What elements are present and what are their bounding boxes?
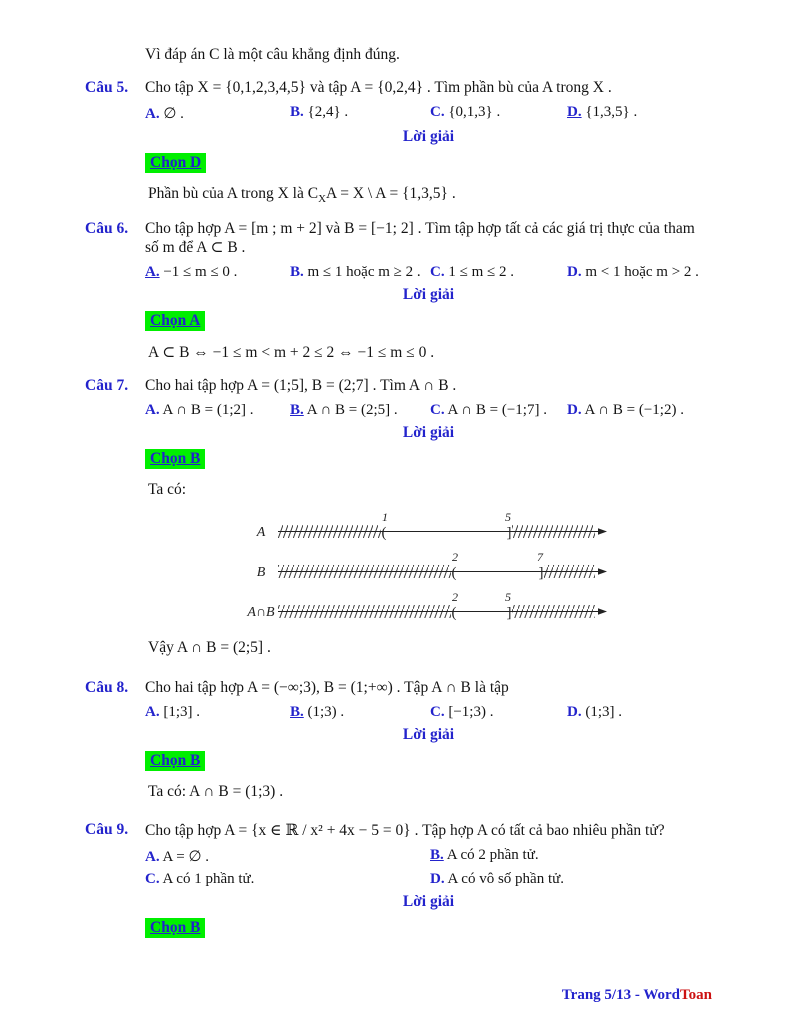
option-text: {0,1,3} . xyxy=(448,104,501,120)
option-c xyxy=(430,264,567,281)
intro-line: Vì đáp án C là một câu khẳng định đúng. xyxy=(145,46,400,63)
option-letter: A. xyxy=(145,402,160,419)
option-text: (1;3] . xyxy=(585,704,623,721)
option-d xyxy=(567,104,712,123)
option-a xyxy=(145,264,290,281)
option-b xyxy=(430,847,712,866)
option-letter: C. xyxy=(430,264,445,281)
option-b xyxy=(290,264,430,281)
options-row xyxy=(145,104,712,123)
option-text: A ∩ B = (−1;2) . xyxy=(584,402,684,419)
footer-page-number: Trang 5/13 - xyxy=(561,987,644,1003)
diagram-row-b xyxy=(256,550,606,581)
option-letter: A. xyxy=(145,704,160,721)
number-line-diagram xyxy=(243,511,615,627)
option-text: A có 2 phần tử. xyxy=(446,847,539,864)
solution-text: Ta có: A ∩ B = (1;3) . xyxy=(148,783,284,801)
chosen-answer-row xyxy=(145,153,712,173)
question-label: Câu 5. xyxy=(85,79,129,96)
option-text: m ≤ 1 hoặc m ≥ 2 . xyxy=(307,264,421,281)
footer-brand-word: Word xyxy=(643,987,681,1003)
option-d xyxy=(567,704,712,721)
option-c xyxy=(430,104,567,123)
option-c xyxy=(145,871,430,888)
svg-text:B: B xyxy=(256,565,265,581)
svg-text:(: ( xyxy=(451,565,456,582)
option-a xyxy=(145,704,290,721)
option-text: A có 1 phần tử. xyxy=(162,871,255,888)
question-label: Câu 9. xyxy=(85,821,129,839)
chosen-answer-row xyxy=(145,918,712,938)
page-footer xyxy=(562,987,712,1004)
option-a xyxy=(145,402,290,419)
diagram-row-a-intersect-b xyxy=(246,590,607,621)
svg-text:(: ( xyxy=(451,605,456,622)
option-d xyxy=(567,264,712,281)
question-label: Câu 7. xyxy=(85,377,129,395)
question-label: Câu 6. xyxy=(85,220,129,238)
option-letter: C. xyxy=(145,871,160,888)
chosen-answer-row xyxy=(145,751,712,771)
solution-part: Phần bù của A trong X là C xyxy=(148,185,319,202)
svg-text:]: ] xyxy=(506,525,511,542)
svg-text:2: 2 xyxy=(451,590,458,605)
svg-text:]: ] xyxy=(506,605,511,622)
option-letter: D. xyxy=(567,264,582,281)
option-text: A ∩ B = (2;5] . xyxy=(306,402,398,419)
options-row xyxy=(145,264,712,281)
loi-giai-heading: Lời giải xyxy=(402,424,455,442)
option-letter-correct: A. xyxy=(145,264,160,281)
svg-text:A: A xyxy=(256,525,265,541)
option-d xyxy=(567,402,712,419)
option-text: m < 1 hoặc m > 2 . xyxy=(585,264,699,281)
option-letter: B. xyxy=(290,104,304,120)
question-5 xyxy=(85,79,712,205)
option-a xyxy=(145,104,290,123)
question-text: Cho tập X = {0,1,2,3,4,5} và tập A = {0,2,4} . Tìm phần bù của A trong X . xyxy=(145,79,612,96)
option-d xyxy=(430,871,712,888)
option-c xyxy=(430,704,567,721)
question-label: Câu 8. xyxy=(85,679,129,697)
loi-giai-heading: Lời giải xyxy=(402,128,455,145)
option-b xyxy=(290,402,430,419)
svg-text:5: 5 xyxy=(504,590,511,605)
loi-giai-heading: Lời giải xyxy=(402,893,455,911)
chosen-answer-badge: Chọn B xyxy=(145,751,205,771)
solution-subscript: X xyxy=(318,193,327,206)
svg-text:1: 1 xyxy=(381,511,388,525)
svg-text:2: 2 xyxy=(451,550,458,565)
chosen-answer-row xyxy=(145,311,712,331)
solution-part: A = X \ A = {1,3,5} . xyxy=(326,185,456,202)
options-row xyxy=(145,704,712,721)
footer-brand-toan: Toan xyxy=(680,987,712,1003)
option-text: {1,3,5} . xyxy=(585,104,638,120)
chosen-answer-badge: Chọn A xyxy=(145,311,205,331)
option-letter: D. xyxy=(430,871,445,888)
loi-giai-heading: Lời giải xyxy=(402,286,455,304)
option-c xyxy=(430,402,567,419)
diagram-row-a xyxy=(255,511,606,541)
solution-text: A ⊂ B ⇔ −1 ≤ m < m + 2 ≤ 2 ⇔ −1 ≤ m ≤ 0 . xyxy=(148,344,435,362)
option-letter-correct: D. xyxy=(567,104,582,120)
question-7 xyxy=(85,377,712,657)
option-text: A = ∅ . xyxy=(162,849,210,866)
svg-text:5: 5 xyxy=(504,511,511,525)
question-6 xyxy=(85,220,712,362)
option-text: {2,4} . xyxy=(307,104,349,120)
option-letter: D. xyxy=(567,402,582,419)
option-text: 1 ≤ m ≤ 2 . xyxy=(448,264,514,281)
chosen-answer-row xyxy=(145,449,712,469)
loi-giai-heading: Lời giải xyxy=(402,726,455,744)
options-row xyxy=(145,847,712,888)
option-a xyxy=(145,847,430,866)
number-line-diagram-container xyxy=(145,511,712,627)
option-letter: C. xyxy=(430,104,445,120)
option-letter: C. xyxy=(430,704,445,721)
solution-text xyxy=(148,185,712,205)
svg-text:A∩B: A∩B xyxy=(246,605,275,621)
question-text: Cho tập hợp A = [m ; m + 2] và B = [−1; 2] . Tìm tập hợp tất cả các giá trị thực của tham số m để A ⊂ B . xyxy=(145,220,695,257)
option-b xyxy=(290,104,430,123)
option-letter: A. xyxy=(145,849,160,866)
option-letter-correct: B. xyxy=(430,847,444,864)
svg-text:(: ( xyxy=(381,525,386,542)
solution-conclusion: Vậy A ∩ B = (2;5] . xyxy=(148,639,271,657)
question-8 xyxy=(85,679,712,801)
option-text: [1;3] . xyxy=(163,704,201,721)
option-b xyxy=(290,704,430,721)
option-letter: A. xyxy=(145,106,160,122)
option-letter-correct: B. xyxy=(290,704,304,721)
option-text: −1 ≤ m ≤ 0 . xyxy=(163,264,238,281)
question-text: Cho hai tập hợp A = (1;5], B = (2;7] . Tìm A ∩ B . xyxy=(145,377,457,395)
options-row xyxy=(145,402,712,419)
option-letter: D. xyxy=(567,704,582,721)
option-text: (1;3) . xyxy=(307,704,345,721)
question-text: Cho hai tập hợp A = (−∞;3), B = (1;+∞) . Tập A ∩ B là tập xyxy=(145,679,509,697)
chosen-answer-badge: Chọn B xyxy=(145,449,205,469)
svg-text:]: ] xyxy=(538,565,543,582)
option-text: A ∩ B = (1;2] . xyxy=(162,402,254,419)
chosen-answer-badge: Chọn B xyxy=(145,918,205,938)
option-text: ∅ . xyxy=(163,106,184,122)
option-text: [−1;3) . xyxy=(448,704,494,721)
option-letter: C. xyxy=(430,402,445,419)
option-text: A ∩ B = (−1;7] . xyxy=(447,402,547,419)
option-letter-correct: B. xyxy=(290,402,304,419)
chosen-answer-badge: Chọn D xyxy=(145,153,206,173)
svg-text:7: 7 xyxy=(536,550,543,565)
option-letter: B. xyxy=(290,264,304,281)
solution-intro: Ta có: xyxy=(148,481,187,499)
question-9 xyxy=(85,821,712,938)
option-text: A có vô số phần tử. xyxy=(447,871,564,888)
question-text: Cho tập hợp A = {x ∈ ℝ / x² + 4x − 5 = 0} . Tập hợp A có tất cả bao nhiêu phần tử? xyxy=(145,822,665,840)
